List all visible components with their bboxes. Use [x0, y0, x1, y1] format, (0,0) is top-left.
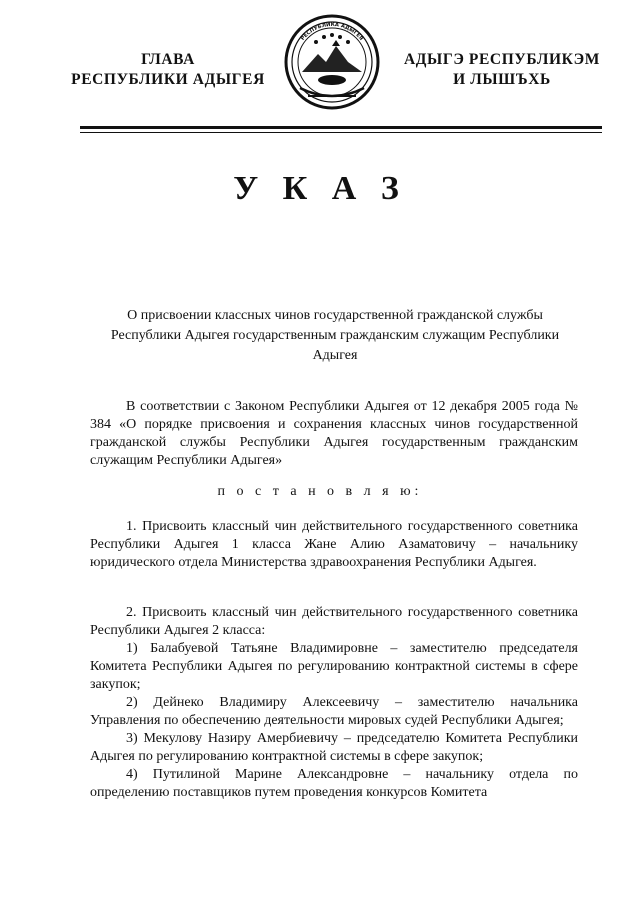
header-right-line-1: АДЫГЭ РЕСПУБЛИКЭМ: [404, 51, 600, 68]
subitem-2: 2) Дейнеко Владимиру Алексеевичу – заместителю начальника Управления по обеспечению деятельности мировых судей Республики Адыгея;: [90, 695, 578, 728]
header-right-line-2: И ЛЫШЪХЬ: [453, 71, 551, 88]
subitem-4: 4) Путилиной Марине Александровне – начальнику отдела по определению поставщиков путем проведения конкурсов Комитета: [90, 767, 578, 800]
emblem-text: РЕСПУБЛИКА АДЫГЕЯ: [299, 21, 365, 42]
resolve-word: п о с т а н о в л я ю:: [217, 484, 423, 499]
subitem-1: 1) Балабуевой Татьяне Владимировне – заместителю председателя Комитета Республики Адыгея по регулированию контрактной системы в сфере закупок;: [90, 641, 578, 692]
document-subject: О присвоении классных чинов государственной гражданской службы Республики Адыгея государственным гражданским служащим Республики Адыгея: [110, 308, 560, 363]
preamble-paragraph: В соответствии с Законом Республики Адыгея от 12 декабря 2005 года № 384 «О порядке присвоения и сохранения классных чинов государственной гражданской службы Республики Адыгея государственным гражданским служащим Республики Адыгея»: [90, 399, 578, 468]
item-2: [90, 604, 578, 802]
document-title: У К А З: [233, 170, 407, 207]
header-divider-thin: [80, 132, 602, 133]
subitem-3: 3) Мекулову Назиру Амербиевичу – председателю Комитета Республики Адыгея по регулированию контрактной системы в сфере закупок;: [90, 731, 578, 764]
header-left-line-1: ГЛАВА: [141, 51, 195, 68]
header-right: [402, 50, 602, 90]
header-divider-thick: [80, 126, 602, 129]
item-1: 1. Присвоить классный чин действительного государственного советника Республики Адыгея 1 класса Жане Алию Азаматовичу – начальнику юридического отдела Министерства здравоохранения Республики Адыгея.: [90, 519, 578, 570]
header-left: [58, 50, 278, 90]
coat-of-arms-icon: [282, 12, 382, 112]
header-left-line-2: РЕСПУБЛИКИ АДЫГЕЯ: [71, 71, 265, 88]
item-2-intro: 2. Присвоить классный чин действительного государственного советника Республики Адыгея 2 класса:: [90, 605, 578, 638]
